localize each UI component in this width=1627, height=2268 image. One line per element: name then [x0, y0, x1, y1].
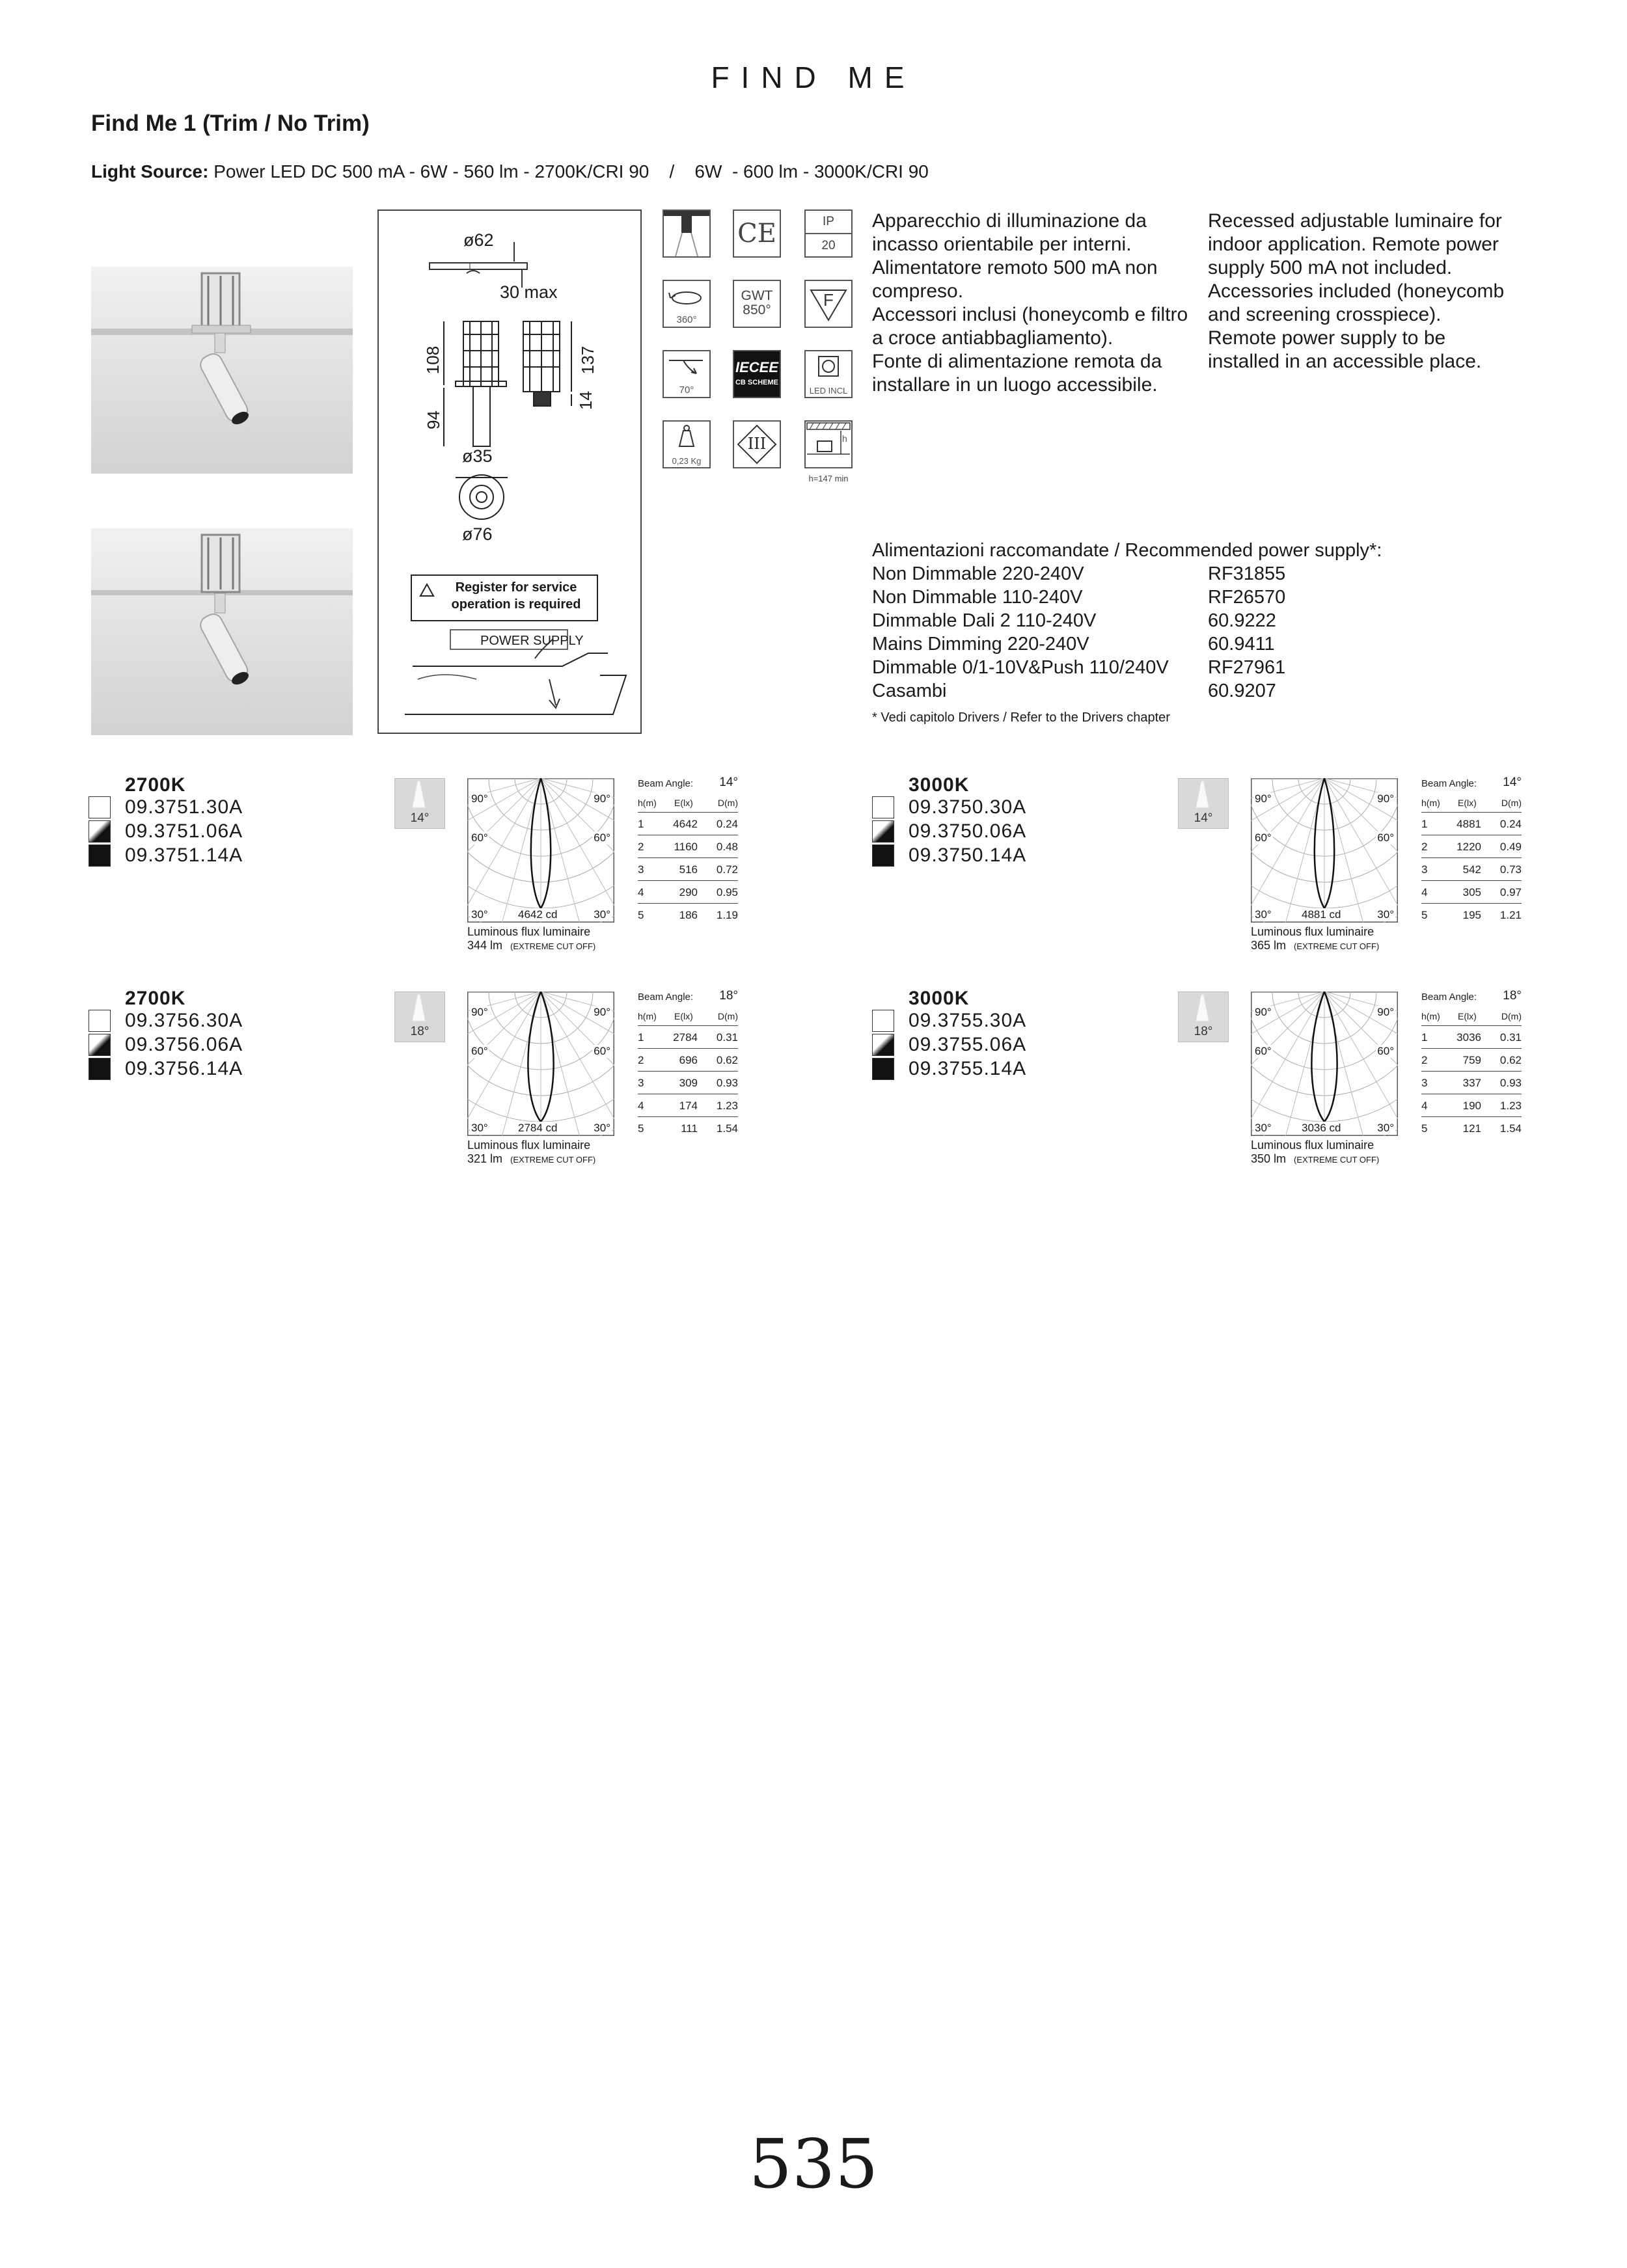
iecee-label: IECEE [735, 359, 779, 375]
dim-14: 14 [575, 391, 595, 410]
warning-text [435, 579, 597, 613]
polar-label: 60° [1255, 831, 1272, 844]
table-row [638, 1072, 738, 1094]
beam-cone-icon [395, 992, 444, 1025]
table-cell: 195 [1462, 909, 1481, 921]
table-cell: 305 [1462, 886, 1481, 898]
table-cell: 759 [1462, 1054, 1481, 1066]
beam-angle-icon [394, 992, 445, 1042]
power-supply-code: RF26570 [1208, 587, 1286, 608]
table-header-row [1421, 794, 1522, 813]
polar-label: 90° [471, 1006, 488, 1018]
polar-diagram [1251, 778, 1398, 923]
min-height-label: h=147 min [808, 474, 849, 483]
finish-swatch [89, 1034, 111, 1056]
led-included-icon: LED INCL [804, 350, 853, 398]
table-cell: 5 [1421, 1122, 1428, 1135]
luminaire-trim-illustration [91, 267, 353, 474]
polar-label: 60° [471, 1045, 488, 1057]
product-code: 09.3750.06A [909, 820, 1027, 842]
table-row [1421, 1026, 1522, 1049]
led-chip-icon [806, 351, 851, 383]
table-cell: 186 [679, 909, 698, 921]
power-supply-name: Casambi [872, 681, 947, 701]
finish-swatch [872, 844, 894, 867]
recessed-icon [663, 209, 711, 258]
polar-label: 30° [471, 1122, 488, 1134]
description-line: compreso. [872, 280, 964, 302]
description-line: Fonte di alimentazione remota da [872, 351, 1162, 372]
product-code: 09.3756.30A [125, 1010, 243, 1031]
rotation-360-icon: 360° [663, 280, 711, 328]
beam-angle-header [638, 988, 738, 1007]
table-row [638, 1049, 738, 1072]
luminous-flux-value-line [1251, 939, 1379, 953]
table-header-cell: D(m) [1501, 1011, 1522, 1021]
table-cell: 1220 [1456, 841, 1481, 853]
table-row [1421, 904, 1522, 926]
table-header-cell: E(lx) [674, 1011, 693, 1021]
table-row [638, 858, 738, 881]
beam-cone-icon [1179, 779, 1228, 811]
table-cell: 542 [1462, 863, 1481, 876]
description-line: installed in an accessible place. [1208, 351, 1482, 372]
power-supply-code: RF27961 [1208, 657, 1286, 678]
variant-block [784, 774, 1565, 982]
table-cell: 4642 [673, 818, 698, 830]
cut-off-note: (EXTREME CUT OFF) [1294, 941, 1380, 951]
table-cell: 3036 [1456, 1031, 1481, 1044]
luminous-flux [1251, 1139, 1379, 1167]
table-header-cell: h(m) [1421, 798, 1440, 808]
beam-angle-icon-label: 14° [1194, 811, 1213, 825]
polar-label: 30° [1377, 1122, 1394, 1134]
power-supply-footnote: * Vedi capitolo Drivers / Refer to the Drivers chapter [872, 710, 1170, 725]
table-row [638, 881, 738, 904]
variant-cct: 2700K [125, 774, 186, 796]
polar-label: 60° [471, 831, 488, 844]
power-supply-name: Dimmable Dali 2 110-240V [872, 610, 1097, 631]
table-cell: 2 [638, 1054, 644, 1066]
table-cell: 0.97 [1499, 886, 1522, 898]
beam-cone-icon [395, 779, 444, 811]
gwt-label: GWT [741, 288, 773, 303]
rotate-arrow-icon [664, 281, 709, 314]
variant-block [0, 774, 781, 982]
light-source-value: Power LED DC 500 mA - 6W - 560 lm - 2700K/CRI 90 / 6W - 600 lm - 3000K/CRI 90 [208, 161, 929, 182]
table-header-cell: E(lx) [674, 798, 693, 808]
table-cell: 3 [638, 863, 644, 876]
table-cell: 174 [679, 1100, 698, 1112]
table-row [638, 835, 738, 858]
technical-drawing [377, 209, 642, 734]
description-line: Recessed adjustable luminaire for [1208, 210, 1502, 232]
polar-label: 90° [1255, 1006, 1272, 1018]
product-title: Find Me 1 (Trim / No Trim) [91, 111, 370, 136]
dim-94: 94 [423, 411, 443, 429]
finish-swatch [89, 1058, 111, 1080]
table-cell: 1.54 [1499, 1122, 1522, 1135]
beam-cone-icon [1179, 992, 1228, 1025]
polar-label: 4642 cd [518, 908, 558, 921]
beam-angle-icon [1178, 992, 1229, 1042]
beam-angle-value: 14° [719, 776, 738, 789]
description-line: Apparecchio di illuminazione da [872, 210, 1147, 232]
table-row [1421, 1094, 1522, 1117]
product-code: 09.3756.06A [125, 1034, 243, 1055]
table-cell: 0.62 [1499, 1054, 1522, 1066]
product-code: 09.3750.14A [909, 844, 1027, 866]
table-cell: 0.72 [716, 863, 738, 876]
table-cell: 5 [638, 1122, 644, 1135]
polar-label: 30° [471, 908, 488, 921]
polar-label: 30° [1255, 908, 1272, 921]
table-cell: 0.62 [716, 1054, 738, 1066]
product-code: 09.3755.06A [909, 1034, 1027, 1055]
beam-angle-label: Beam Angle: [1421, 778, 1477, 789]
table-cell: 1 [1421, 818, 1428, 830]
ip-value: 20 [821, 239, 836, 252]
table-cell: 3 [1421, 1077, 1428, 1089]
cut-off-note: (EXTREME CUT OFF) [510, 1155, 596, 1165]
dim-diameter-62: ø62 [463, 230, 494, 250]
table-header-cell: h(m) [638, 1011, 657, 1021]
ip-label: IP [806, 211, 851, 234]
power-supply-name: Non Dimmable 220-240V [872, 563, 1084, 584]
f-mark-icon: F [804, 280, 853, 328]
dim-137: 137 [578, 345, 598, 375]
finish-swatch [872, 1034, 894, 1056]
series-title: FIND ME [711, 61, 916, 94]
table-cell: 1 [1421, 1031, 1428, 1044]
table-cell: 516 [679, 863, 698, 876]
product-code: 09.3751.14A [125, 844, 243, 866]
description-line: indoor application. Remote power [1208, 234, 1499, 255]
polar-label: 90° [594, 1006, 610, 1018]
beam-angle-header [1421, 988, 1522, 1007]
warning-line-2: operation is required [451, 597, 581, 612]
description-line: installare in un luogo accessibile. [872, 374, 1158, 396]
beam-angle-icon-label: 14° [410, 811, 430, 825]
table-header-cell: E(lx) [1458, 1011, 1477, 1021]
table-cell: 4 [1421, 1100, 1428, 1112]
table-cell: 1.23 [716, 1100, 738, 1112]
finish-swatch [89, 820, 111, 843]
luminous-flux-value: 321 lm [467, 1152, 503, 1165]
light-source [91, 161, 929, 182]
table-header-row [1421, 1007, 1522, 1026]
table-cell: 1.19 [716, 909, 738, 921]
variant-block [784, 988, 1565, 1196]
table-cell: 696 [679, 1054, 698, 1066]
luminous-flux-value: 344 lm [467, 939, 503, 952]
table-cell: 2784 [673, 1031, 698, 1044]
description-it [872, 209, 1197, 397]
luminous-flux [1251, 925, 1379, 953]
description-line: Accessori inclusi (honeycomb e filtro [872, 304, 1188, 325]
table-cell: 1.54 [716, 1122, 738, 1135]
table-row [1421, 1049, 1522, 1072]
description-line: Accessories included (honeycomb [1208, 280, 1505, 302]
finish-swatch [872, 796, 894, 818]
luminaire-no-trim-illustration [91, 528, 353, 735]
table-row [638, 904, 738, 926]
table-cell: 121 [1462, 1122, 1481, 1135]
polar-label: 3036 cd [1302, 1122, 1341, 1134]
beam-angle-icon-label: 18° [410, 1025, 430, 1038]
product-code: 09.3751.06A [125, 820, 243, 842]
table-cell: 2 [638, 841, 644, 853]
power-supply-label: POWER SUPPLY [480, 634, 584, 648]
power-supply-name: Mains Dimming 220-240V [872, 634, 1089, 655]
polar-label: 60° [1255, 1045, 1272, 1057]
description-line: and screening crosspiece). [1208, 304, 1442, 325]
beam-angle-value: 18° [719, 989, 738, 1003]
beam-angle-value: 18° [1503, 989, 1522, 1003]
table-header-cell: E(lx) [1458, 798, 1477, 808]
variant-cct: 3000K [909, 774, 970, 796]
table-cell: 0.48 [716, 841, 738, 853]
dim-diameter-35: ø35 [462, 446, 493, 466]
variant-block [0, 988, 781, 1196]
product-code: 09.3756.14A [125, 1058, 243, 1079]
power-supply-code: 60.9207 [1208, 681, 1276, 701]
table-header-cell: h(m) [638, 798, 657, 808]
table-cell: 0.31 [716, 1031, 738, 1044]
polar-label: 60° [594, 1045, 610, 1057]
finish-swatch [89, 1010, 111, 1032]
finish-swatch [872, 820, 894, 843]
polar-label: 90° [471, 792, 488, 805]
table-row [1421, 858, 1522, 881]
power-supply-code: 60.9411 [1208, 634, 1275, 655]
variant-cct: 3000K [909, 988, 970, 1009]
power-supply-name: Dimmable 0/1-10V&Push 110/240V [872, 657, 1169, 678]
table-cell: 4 [638, 886, 644, 898]
luminous-flux-value-line [467, 1152, 595, 1167]
gwt-temperature: 850° [743, 303, 771, 317]
weight-icon: 0,23 Kg [663, 420, 711, 468]
table-cell: 309 [679, 1077, 698, 1089]
polar-diagram [1251, 992, 1398, 1136]
product-code: 09.3755.14A [909, 1058, 1027, 1079]
table-cell: 3 [1421, 863, 1428, 876]
table-row [638, 1117, 738, 1139]
dim-30-max: 30 max [500, 282, 558, 302]
table-row [1421, 813, 1522, 835]
tilt-arrow-icon [664, 351, 709, 384]
luminous-flux-value-line [467, 939, 595, 953]
finish-swatch [89, 796, 111, 818]
table-cell: 111 [681, 1122, 698, 1135]
polar-label: 60° [594, 831, 610, 844]
product-code: 09.3755.30A [909, 1010, 1027, 1031]
beam-angle-label: Beam Angle: [1421, 992, 1477, 1003]
table-row [1421, 1117, 1522, 1139]
table-cell: 1160 [674, 841, 698, 853]
polar-label: 30° [1255, 1122, 1272, 1134]
table-header-row [638, 1007, 738, 1026]
table-cell: 0.49 [1499, 841, 1522, 853]
table-cell: 0.24 [716, 818, 738, 830]
power-supply-code: RF31855 [1208, 563, 1286, 584]
beam-angle-icon [394, 778, 445, 829]
table-cell: 290 [679, 886, 698, 898]
polar-label: 2784 cd [518, 1122, 558, 1134]
table-cell: 0.95 [716, 886, 738, 898]
description-en [1208, 209, 1546, 373]
description-line: a croce antiabbagliamento). [872, 327, 1114, 349]
table-row [638, 1094, 738, 1117]
polar-label: 4881 cd [1302, 908, 1341, 921]
table-header-cell: h(m) [1421, 1011, 1440, 1021]
table-cell: 0.31 [1499, 1031, 1522, 1044]
table-header-cell: D(m) [717, 1011, 738, 1021]
luminous-flux-label: Luminous flux luminaire [467, 925, 591, 938]
luminous-flux-value: 350 lm [1251, 1152, 1287, 1165]
illuminance-table [1421, 988, 1522, 1139]
table-row [638, 813, 738, 835]
polar-label: 60° [1377, 1045, 1394, 1057]
dim-108: 108 [423, 345, 443, 375]
table-cell: 4881 [1456, 818, 1481, 830]
polar-label: 90° [594, 792, 610, 805]
description-line: incasso orientabile per interni. [872, 234, 1132, 255]
power-supply-title: Alimentazioni raccomandate / Recommended power supply*: [872, 540, 1382, 561]
table-row [1421, 881, 1522, 904]
table-cell: 0.93 [716, 1077, 738, 1089]
table-cell: 3 [638, 1077, 644, 1089]
luminous-flux-label: Luminous flux luminaire [1251, 925, 1374, 938]
table-cell: 2 [1421, 1054, 1428, 1066]
table-cell: 0.24 [1499, 818, 1522, 830]
gwt-icon [733, 280, 781, 328]
table-cell: 1.21 [1499, 909, 1522, 921]
variant-cct: 2700K [125, 988, 186, 1009]
table-cell: 1.23 [1499, 1100, 1522, 1112]
table-row [1421, 835, 1522, 858]
beam-angle-label: Beam Angle: [638, 778, 694, 789]
tilt-70-icon: 70° [663, 350, 711, 398]
polar-label: 30° [594, 1122, 610, 1134]
polar-label: 90° [1255, 792, 1272, 805]
warning-line-1: Register for service [455, 580, 577, 595]
installation-height-icon: h [804, 420, 853, 468]
description-line: Remote power supply to be [1208, 327, 1446, 349]
table-header-row [638, 794, 738, 813]
table-header-cell: D(m) [717, 798, 738, 808]
table-cell: 1 [638, 818, 644, 830]
ce-icon: CE [733, 209, 781, 258]
table-row [638, 1026, 738, 1049]
power-supply-name: Non Dimmable 110-240V [872, 587, 1083, 608]
luminous-flux-value-line [1251, 1152, 1379, 1167]
illuminance-table [1421, 774, 1522, 926]
cut-off-note: (EXTREME CUT OFF) [510, 941, 596, 951]
polar-label: 30° [1377, 908, 1394, 921]
finish-swatch [872, 1058, 894, 1080]
weight-bell-icon [664, 422, 709, 453]
illuminance-table [638, 774, 738, 926]
ip-rating-icon [804, 209, 853, 258]
beam-angle-header [1421, 774, 1522, 794]
luminous-flux [467, 925, 595, 953]
table-cell: 0.73 [1499, 863, 1522, 876]
luminous-flux-value: 365 lm [1251, 939, 1287, 952]
polar-label: 90° [1377, 792, 1394, 805]
beam-angle-value: 14° [1503, 776, 1522, 789]
table-header-cell: D(m) [1501, 798, 1522, 808]
polar-label: 60° [1377, 831, 1394, 844]
polar-diagram [467, 778, 614, 923]
finish-swatch [89, 844, 111, 867]
luminous-flux-label: Luminous flux luminaire [467, 1139, 591, 1152]
table-cell: 4 [1421, 886, 1428, 898]
beam-angle-label: Beam Angle: [638, 992, 694, 1003]
product-code: 09.3751.30A [125, 796, 243, 818]
page-number: 535 [748, 2124, 879, 2204]
polar-label: 90° [1377, 1006, 1394, 1018]
table-cell: 0.93 [1499, 1077, 1522, 1089]
product-code: 09.3750.30A [909, 796, 1027, 818]
power-supply-code: 60.9222 [1208, 610, 1276, 631]
description-line: Alimentatore remoto 500 mA non [872, 257, 1158, 278]
table-cell: 190 [1462, 1100, 1481, 1112]
polar-label: 30° [594, 908, 610, 921]
luminous-flux-label: Luminous flux luminaire [1251, 1139, 1374, 1152]
table-cell: 2 [1421, 841, 1428, 853]
light-source-label: Light Source: [91, 161, 209, 182]
class-iii-icon: III [733, 420, 781, 468]
polar-diagram [467, 992, 614, 1136]
beam-angle-icon [1178, 778, 1229, 829]
ceiling-height-icon [806, 422, 851, 467]
table-cell: 337 [1462, 1077, 1481, 1089]
beam-angle-icon-label: 18° [1194, 1025, 1213, 1038]
table-cell: 5 [638, 909, 644, 921]
dim-diameter-76: ø76 [462, 524, 493, 544]
illuminance-table [638, 988, 738, 1139]
product-photo-trim [91, 267, 353, 474]
luminous-flux [467, 1139, 595, 1167]
table-cell: 1 [638, 1031, 644, 1044]
beam-angle-header [638, 774, 738, 794]
cut-off-note: (EXTREME CUT OFF) [1294, 1155, 1380, 1165]
iecee-icon [733, 350, 781, 398]
recessed-downlight-icon [664, 211, 709, 256]
product-photo-no-trim [91, 528, 353, 735]
table-cell: 4 [638, 1100, 644, 1112]
table-row [1421, 1072, 1522, 1094]
finish-swatch [872, 1010, 894, 1032]
table-cell: 5 [1421, 909, 1428, 921]
description-line: supply 500 mA not included. [1208, 257, 1453, 278]
iecee-scheme: CB SCHEME [735, 379, 778, 386]
